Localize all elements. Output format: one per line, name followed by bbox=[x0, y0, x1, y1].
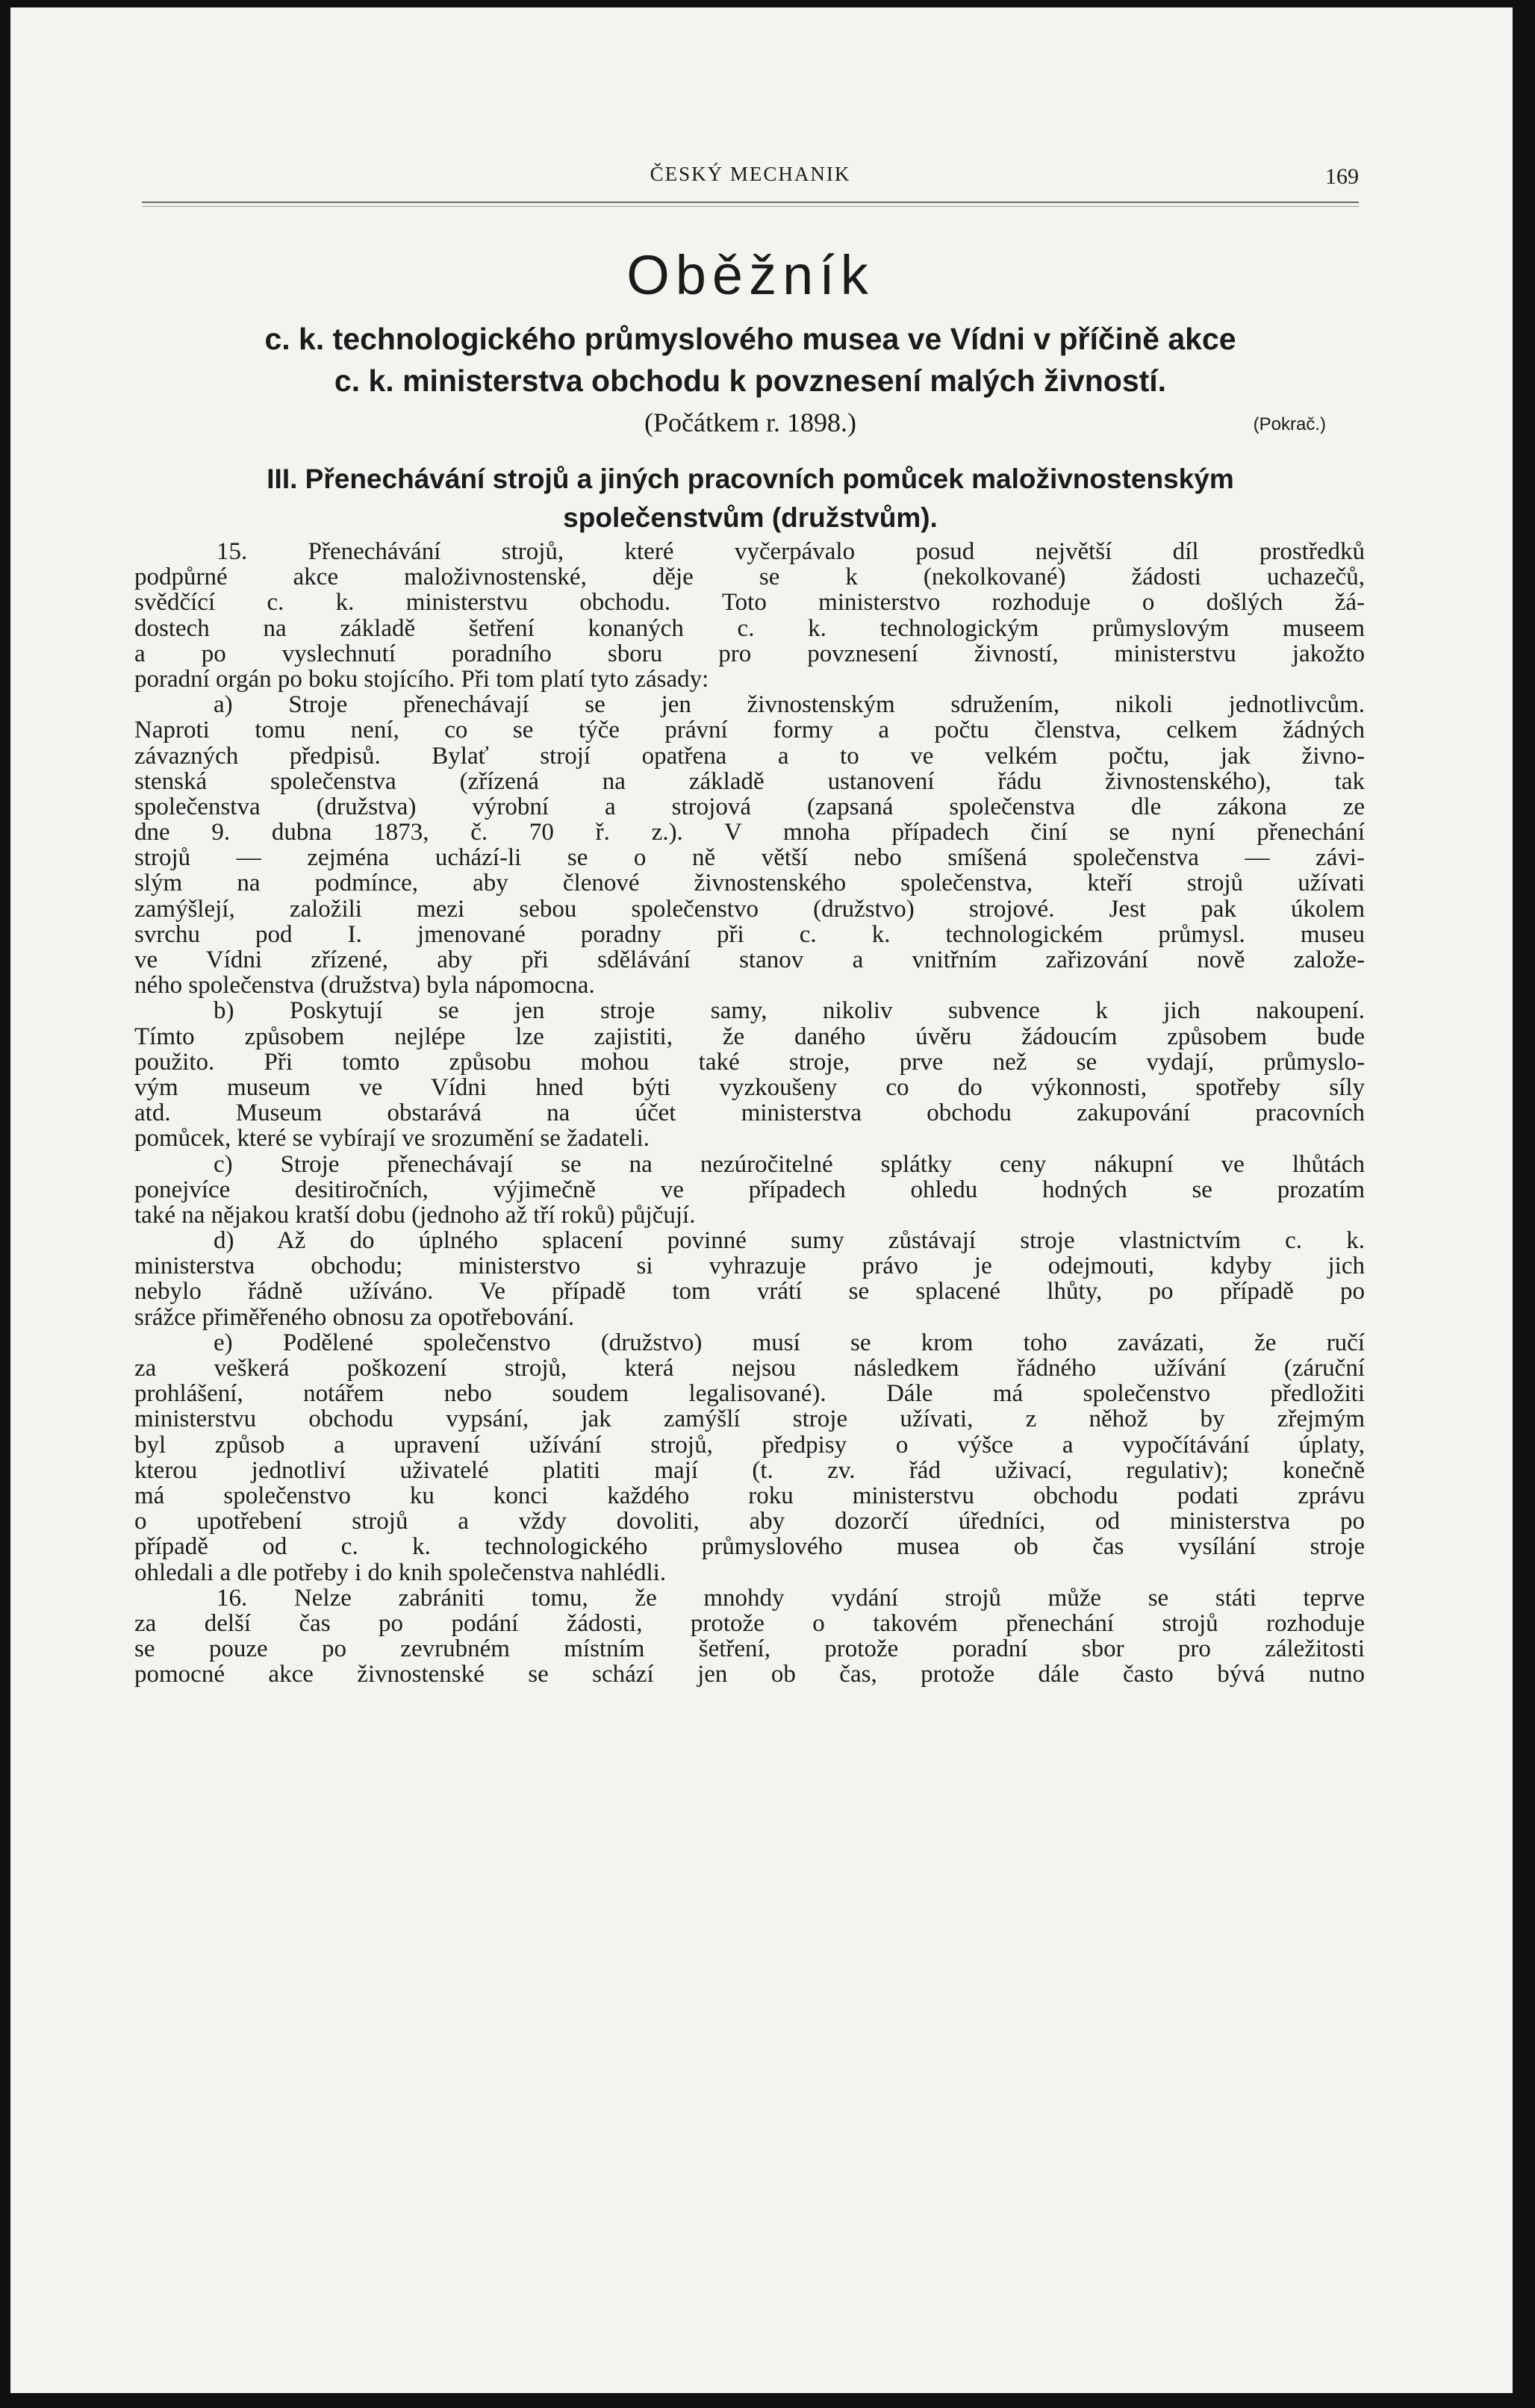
section-heading-line-2: společenstvům (družstvům). bbox=[563, 502, 938, 533]
text-line: strojů — zejména uchází-li se o ně větší nebo smíšená společenstva — závi- bbox=[134, 845, 1365, 871]
running-title: ČESKÝ MECHANIK bbox=[650, 163, 851, 185]
header-rule bbox=[142, 202, 1359, 203]
text-line: Tímto způsobem nejlépe lze zajistiti, že daného úvěru žádoucím způsobem bude bbox=[134, 1023, 1365, 1049]
text-line: c) Stroje přenechávají se na nezúročitelné splátky ceny nákupní ve lhůtách bbox=[214, 1151, 1365, 1177]
continued-note: (Pokrač.) bbox=[1253, 414, 1326, 434]
text-line: se pouze po zevrubném místním šetření, protože poradní sbor pro záležitosti bbox=[134, 1636, 1365, 1662]
date-note: (Počátkem r. 1898.) bbox=[644, 408, 856, 437]
text-line: e) Podělené společenstvo (družstvo) musí se krom toho zavázati, že ručí bbox=[214, 1329, 1365, 1356]
text-line: kterou jednotliví uživatelé platiti mají (t. zv. řád uživací, regulativ); konečně bbox=[134, 1457, 1365, 1483]
text-line: prohlášení, notářem nebo soudem legalisované). Dále má společenstvo předložiti bbox=[134, 1381, 1365, 1407]
text-line: za delší čas po podání žádosti, protože o takovém přenechání strojů rozhoduje bbox=[134, 1610, 1365, 1637]
subtitle-line-2: c. k. ministerstva obchodu k povznesení malých živností. bbox=[334, 364, 1167, 398]
document-page bbox=[10, 7, 1513, 2393]
text-line: 15. Přenechávání strojů, které vyčerpávalo posud největší díl prostředků bbox=[217, 539, 1365, 565]
text-line: ministerstva obchodu; ministerstvo si vyhrazuje právo je odejmouti, kdyby jich bbox=[134, 1253, 1365, 1279]
section-heading bbox=[142, 460, 1359, 537]
text-line: dne 9. dubna 1873, č. 70 ř. z.). V mnoha případech činí se nyní přenechání bbox=[134, 820, 1365, 846]
text-line: ponejvíce desitiročních, výjimečně ve případech ohledu hodných se prozatím bbox=[134, 1176, 1365, 1203]
text-line: stenská společenstva (zřízená na základě ustanovení řádu živnostenského), tak bbox=[134, 768, 1365, 794]
text-line: a po vyslechnutí poradního sboru pro povznesení živností, ministerstvu jakožto bbox=[134, 640, 1365, 667]
text-line: použito. Při tomto způsobu mohou také stroje, prve než se vydají, průmyslo- bbox=[134, 1049, 1365, 1075]
text-line: b) Poskytují se jen stroje samy, nikoliv subvence k jich nakoupení. bbox=[214, 998, 1365, 1024]
text-line: zamýšlejí, založili mezi sebou společenstvo (družstvo) strojové. Jest pak úkolem bbox=[134, 896, 1365, 922]
text-line: svrchu pod I. jmenované poradny při c. k. technologickém průmysl. museu bbox=[134, 921, 1365, 947]
document-title: Oběžník bbox=[626, 244, 874, 306]
text-line: slým na podmínce, aby členové živnostenského společenstva, kteří strojů užívati bbox=[134, 870, 1365, 896]
text-line: za veškerá poškození strojů, která nejsou následkem řádného užívání (záruční bbox=[134, 1356, 1365, 1382]
text-line: dostech na základě šetření konaných c. k. technologickým průmyslovým museem bbox=[134, 615, 1365, 641]
text-line: ministerstvu obchodu vypsání, jak zamýšlí stroje užívati, z něhož by zřejmým bbox=[134, 1406, 1365, 1432]
text-line: a) Stroje přenechávají se jen živnostenským sdružením, nikoli jednotlivcům. bbox=[214, 692, 1365, 718]
text-line: má společenstvo ku konci každého roku ministerstvu obchodu podati zprávu bbox=[134, 1482, 1365, 1509]
text-line: ohledali a dle potřeby i do knih společenstva nahlédli. bbox=[134, 1559, 667, 1585]
text-line: poradní orgán po boku stojícího. Při tom platí tyto zásady: bbox=[134, 666, 709, 693]
text-line: pomocné akce živnostenské se schází jen ob čas, protože dále často bývá nutno bbox=[134, 1662, 1365, 1688]
text-line: atd. Museum obstarává na účet ministerstva obchodu zakupování pracovních bbox=[134, 1100, 1365, 1126]
header-rule-thin bbox=[142, 206, 1359, 207]
text-line: ve Vídni zřízené, aby při sdělávání stanov a vnitřním zařizování nově založe- bbox=[134, 947, 1365, 973]
text-line: nebylo řádně užíváno. Ve případě tom vrátí se splacené lhůty, po případě po bbox=[134, 1279, 1365, 1305]
subtitle-line-1: c. k. technologického průmyslového musea ve Vídni v příčině akce bbox=[264, 322, 1236, 356]
text-line: Naproti tomu není, co se týče právní formy a počtu členstva, celkem žádných bbox=[134, 717, 1365, 743]
page-header bbox=[142, 157, 1359, 194]
text-line: o upotřebení strojů a vždy dovoliti, aby dozorčí úředníci, od ministerstva po bbox=[134, 1509, 1365, 1535]
text-line: podpůrné akce maloživnostenské, děje se k (nekolkované) žádosti uchazečů, bbox=[134, 564, 1365, 590]
text-line: 16. Nelze zabrániti tomu, že mnohdy vydání strojů může se státi teprve bbox=[217, 1585, 1365, 1611]
body-text bbox=[134, 539, 1365, 1687]
text-line: závazných předpisů. Bylať strojí opatřena a to ve velkém počtu, jak živno- bbox=[134, 743, 1365, 769]
text-line: svědčící c. k. ministerstvu obchodu. Toto ministerstvo rozhoduje o došlých žá- bbox=[134, 590, 1365, 616]
text-line: také na nějakou kratší dobu (jednoho až tří roků) půjčují. bbox=[134, 1202, 696, 1229]
text-line: ného společenstva (družstva) byla nápomocna. bbox=[134, 973, 595, 999]
text-line: společenstva (družstva) výrobní a strojová (zapsaná společenstva dle zákona ze bbox=[134, 793, 1365, 820]
page-number: 169 bbox=[1325, 164, 1359, 189]
text-line: vým museum ve Vídni hned býti vyzkoušeny co do výkonnosti, spotřeby síly bbox=[134, 1074, 1365, 1101]
text-line: případě od c. k. technologického průmyslového musea ob čas vysílání stroje bbox=[134, 1534, 1365, 1560]
text-line: srážce přiměřeného obnosu za opotřebování. bbox=[134, 1304, 575, 1330]
text-line: pomůcek, které se vybírají ve srozumění se žadateli. bbox=[134, 1126, 650, 1152]
text-line: byl způsob a upravení užívání strojů, předpisy o výšce a vypočítávání úplaty, bbox=[134, 1432, 1365, 1458]
section-heading-line-1: III. Přenechávání strojů a jiných pracovních pomůcek maloživnostenským bbox=[267, 464, 1234, 494]
text-line: d) Až do úplného splacení povinné sumy zůstávají stroje vlastnictvím c. k. bbox=[214, 1228, 1365, 1254]
